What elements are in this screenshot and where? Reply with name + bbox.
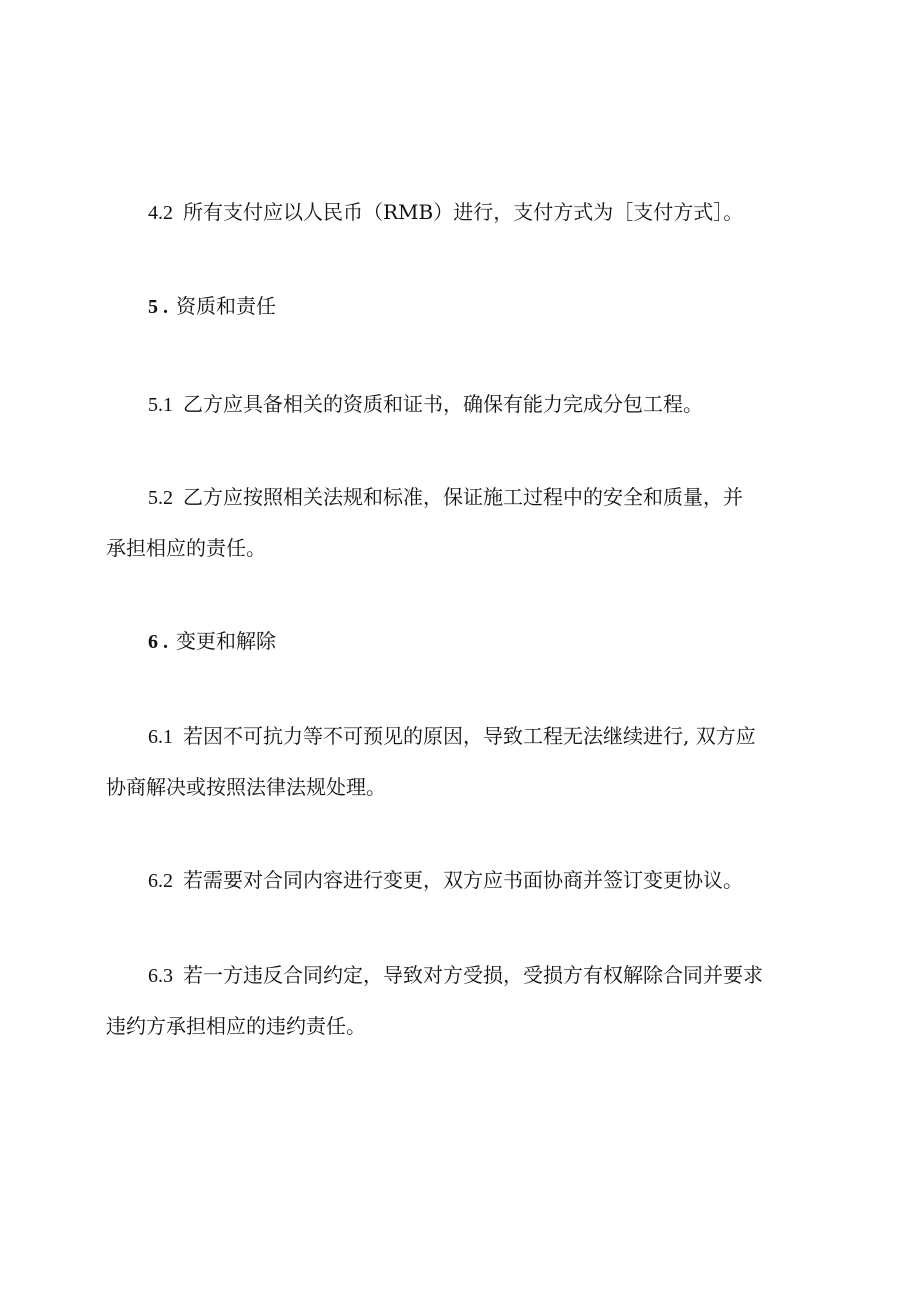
clause-number: 6.2 (148, 870, 173, 892)
clause-text: 若一方违反合同约定，导致对方受损，受损方有权解除合同并要求 (183, 963, 763, 987)
clause-text: 所有支付应以人民币（RMB）进行，支付方式为［支付方式］。 (183, 200, 744, 224)
clause-text-continued: 违约方承担相应的违约责任。 (106, 1014, 366, 1038)
clause-text: 乙方应具备相关的资质和证书，确保有能力完成分包工程。 (183, 392, 703, 416)
clause-number: 5.1 (148, 394, 173, 416)
section-heading-6 (106, 616, 822, 667)
section-heading-5 (106, 281, 822, 332)
clause-4-2 (106, 187, 822, 238)
section-title: 变更和解除 (176, 629, 276, 653)
clause-text-continued: 承担相应的责任。 (106, 536, 266, 560)
clause-number: 5.2 (148, 487, 173, 509)
clause-5-1 (106, 379, 822, 430)
clause-6-1 (106, 711, 822, 812)
section-number: 6 . (148, 631, 168, 653)
clause-number: 4.2 (148, 202, 173, 224)
section-title: 资质和责任 (176, 294, 276, 318)
clause-6-3 (106, 950, 822, 1051)
section-number: 5 . (148, 296, 168, 318)
clause-5-2 (106, 472, 822, 573)
clause-number: 6.3 (148, 965, 173, 987)
clause-text: 若需要对合同内容进行变更，双方应书面协商并签订变更协议。 (183, 868, 743, 892)
clause-text: 若因不可抗力等不可预见的原因，导致工程无法继续进行, 双方应 (183, 724, 756, 748)
clause-number: 6.1 (148, 726, 173, 748)
clause-6-2 (106, 855, 822, 906)
clause-text-continued: 协商解决或按照法律法规处理。 (106, 775, 386, 799)
clause-text: 乙方应按照相关法规和标准，保证施工过程中的安全和质量，并 (183, 485, 743, 509)
